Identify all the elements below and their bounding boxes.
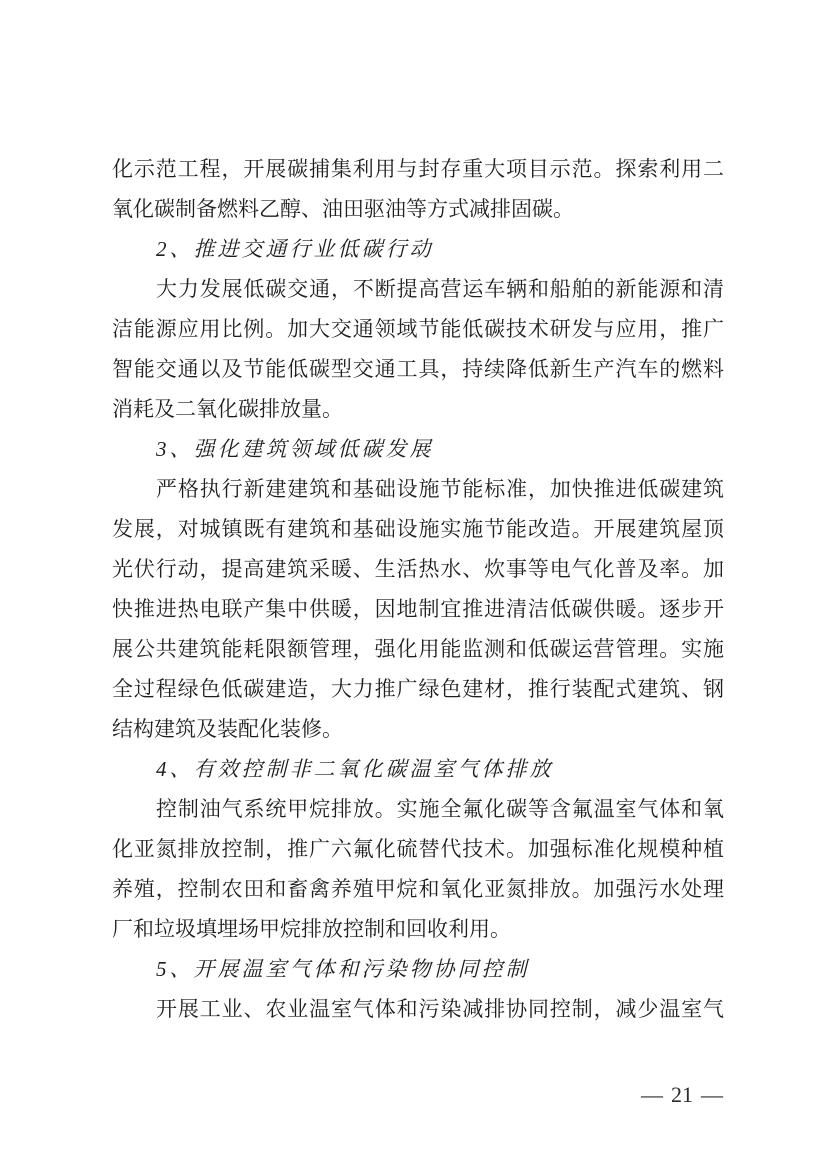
section-heading: 2、推进交通行业低碳行动 [156, 237, 434, 261]
text-line: 光伏行动，提高建筑采暖、生活热水、炊事等电气化普及率。加 [112, 557, 724, 581]
text-line: 发展，对城镇既有建筑和基础设施实施节能改造。开展建筑屋顶 [112, 517, 724, 541]
section-heading: 4、有效控制非二氧化碳温室气体排放 [156, 757, 554, 781]
footer-dash-right: — [701, 1082, 723, 1107]
text-line: 大力发展低碳交通，不断提高营运车辆和船舶的新能源和清 [156, 277, 724, 301]
page-number: 21 [671, 1082, 693, 1107]
text-line: 化示范工程，开展碳捕集利用与封存重大项目示范。探索利用二 [112, 157, 724, 181]
page-footer [641, 1082, 723, 1108]
text-line: 快推进热电联产集中供暖，因地制宜推进清洁低碳供暖。逐步开 [112, 597, 724, 621]
text-line: 氧化碳制备燃料乙醇、油田驱油等方式减排固碳。 [112, 197, 574, 221]
text-line: 厂和垃圾填埋场甲烷排放控制和回收利用。 [112, 917, 511, 941]
text-line: 控制油气系统甲烷排放。实施全氟化碳等含氟温室气体和氧 [156, 797, 724, 821]
text-line: 严格执行新建建筑和基础设施节能标准，加快推进低碳建筑 [156, 477, 724, 501]
text-line: 智能交通以及节能低碳型交通工具，持续降低新生产汽车的燃料 [112, 357, 724, 381]
text-line: 化亚氮排放控制，推广六氟化硫替代技术。加强标准化规模种植 [112, 837, 724, 861]
text-line: 开展工业、农业温室气体和污染减排协同控制，减少温室气 [156, 997, 724, 1021]
footer-dash-left: — [641, 1082, 663, 1107]
document-body [112, 149, 724, 1029]
text-line: 展公共建筑能耗限额管理，强化用能监测和低碳运营管理。实施 [112, 637, 724, 661]
text-line: 消耗及二氧化碳排放量。 [112, 397, 343, 421]
text-line: 洁能源应用比例。加大交通领域节能低碳技术研发与应用，推广 [112, 317, 724, 341]
text-line: 结构建筑及装配化装修。 [112, 717, 343, 741]
section-heading: 3、强化建筑领域低碳发展 [156, 437, 434, 461]
text-line: 养殖，控制农田和畜禽养殖甲烷和氧化亚氮排放。加强污水处理 [112, 877, 724, 901]
text-line: 全过程绿色低碳建造，大力推广绿色建材，推行装配式建筑、钢 [112, 677, 724, 701]
section-heading: 5、开展温室气体和污染物协同控制 [156, 957, 530, 981]
